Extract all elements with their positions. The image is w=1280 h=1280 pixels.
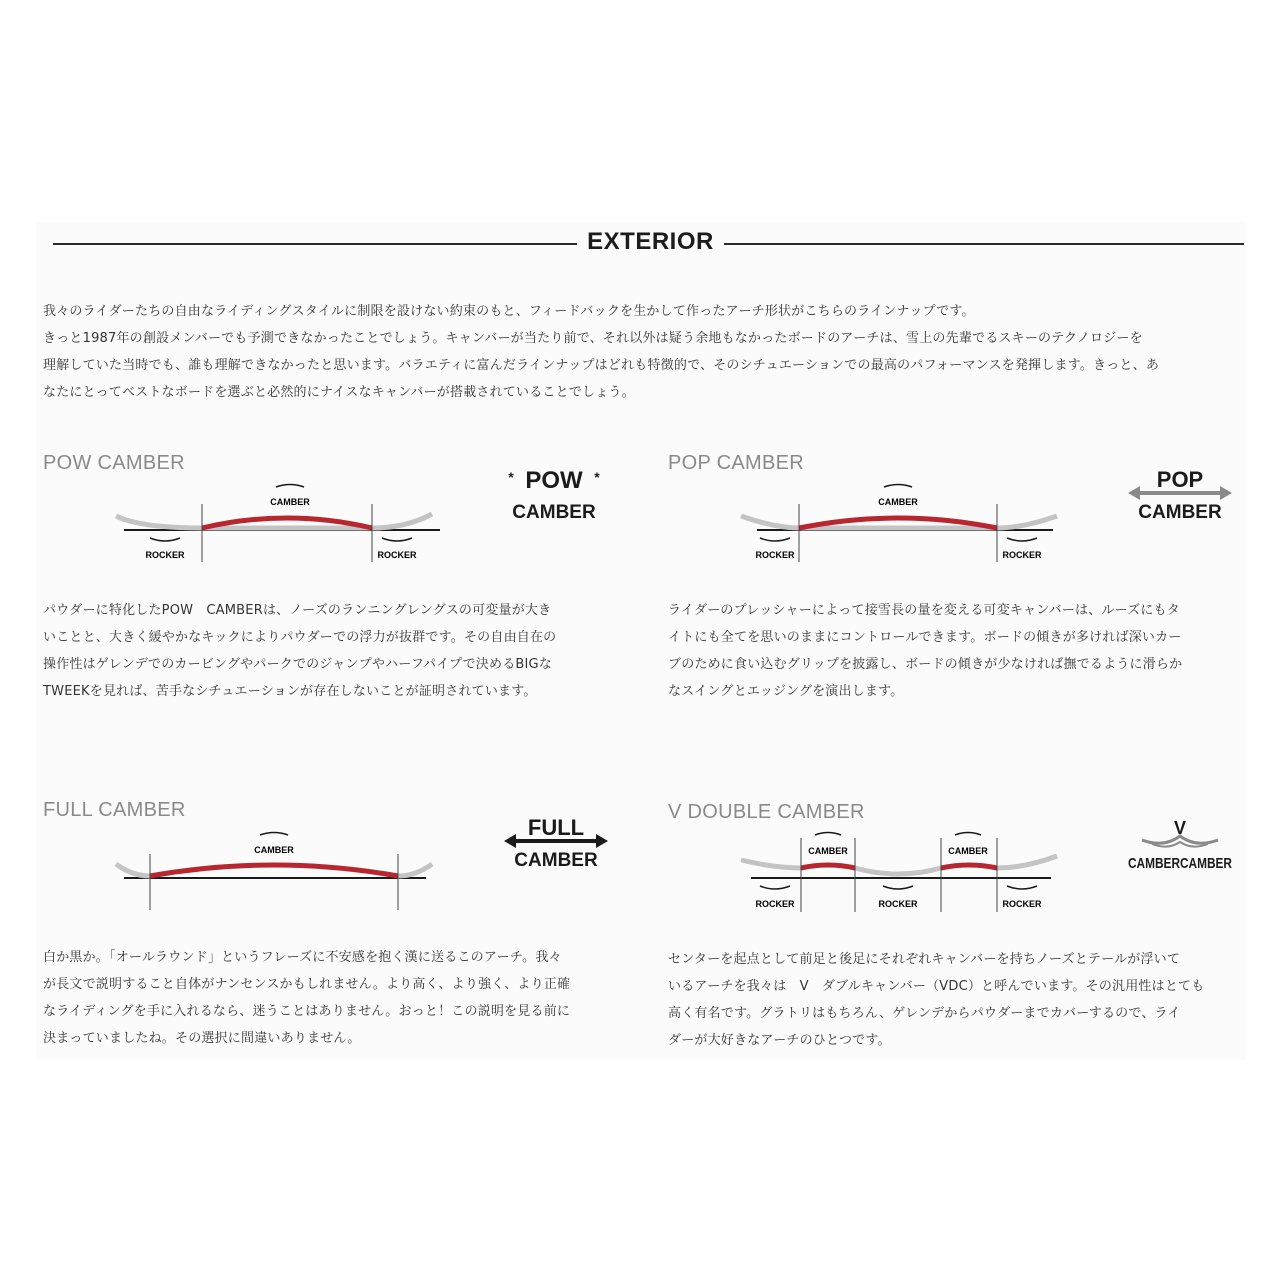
center-rocker-profile (855, 868, 941, 874)
camber-label: CAMBER (254, 845, 294, 855)
v-logo-bottom: CAMBERCAMBER (1128, 855, 1233, 872)
v-double-camber-logo (1124, 814, 1236, 876)
title-divider-left (53, 243, 577, 245)
full-camber-title: FULL CAMBER (43, 799, 186, 821)
nose-profile (116, 864, 150, 876)
camber-label-rear: CAMBER (948, 846, 988, 856)
title-divider-right (724, 243, 1244, 245)
nose-profile (741, 860, 801, 868)
pow-logo-top: POW (525, 467, 583, 494)
camber-label-front: CAMBER (808, 846, 848, 856)
rocker-arc-icon (1007, 538, 1037, 541)
pop-camber-diagram (735, 478, 1065, 566)
rocker-arc-icon (760, 538, 790, 541)
camber-arc-icon (815, 833, 841, 836)
pop-camber-description: ライダーのプレッシャーによって接雪長の量を変える可変キャンバーは、ルーズにもタ イトにも全てを思いのままにコントロールできます。ボードの傾きが多ければ深いカー ブのために食い込むグリップを披露し、ボードの傾きが少なければ撫でるように滑らか なスイングとエッジングを演出します。 (668, 603, 1183, 699)
snowflake-icon: * (508, 469, 514, 485)
rocker-label-tail: ROCKER (1002, 899, 1042, 909)
rocker-arc-icon (760, 886, 790, 889)
pow-camber-logo (498, 460, 610, 526)
full-logo-top: FULL (527, 815, 585, 840)
rocker-label-left: ROCKER (755, 550, 795, 560)
arrow-right-icon (596, 834, 608, 848)
rocker-arc-icon (382, 538, 412, 541)
arrow-left-icon (1128, 486, 1140, 500)
full-camber-description: 白か黒か。「オールラウンド」というフレーズに不安感を抱く漢に送るこのアーチ。我々 が長文で説明すること自体がナンセンスかもしれません。より高く、より強く、より正確 なライディングを手に入れるなら、迷うことはありません。おっと！この説明を見る前に 決まっていましたね。その選択に間違いありません。 (43, 950, 571, 1046)
pop-logo-top: POP (1156, 467, 1204, 492)
v-double-camber-description: センターを起点として前足と後足にそれぞれキャンバーを持ちノーズとテールが浮いて いるアーチを我々は V ダブルキャンバー（VDC）と呼んでいます。その汎用性はとても 高く有名です。グラトリはもちろん、ゲレンデからパウダーまでカバーするので、ライ ダーが大好きなアーチのひとつです。 (668, 952, 1205, 1048)
v-logo-top: V (1173, 818, 1187, 838)
rocker-label-nose: ROCKER (755, 899, 795, 909)
snowflake-icon: * (594, 469, 600, 485)
pop-camber-title: POP CAMBER (668, 452, 804, 474)
camber-arc-icon (955, 833, 981, 836)
full-camber-logo (500, 810, 612, 874)
pow-camber-title: POW CAMBER (43, 452, 185, 474)
rocker-label-left: ROCKER (145, 550, 185, 560)
pop-logo-bottom: CAMBER (1138, 502, 1222, 523)
camber-arch (150, 865, 398, 876)
full-logo-bottom: CAMBER (514, 850, 598, 871)
rocker-arc-icon (150, 538, 180, 541)
full-camber-diagram (110, 826, 440, 914)
camber-arc-icon (260, 833, 288, 836)
rocker-arc-icon (883, 886, 913, 889)
camber-arc-icon (276, 485, 304, 488)
tail-profile (997, 856, 1057, 868)
rocker-arc-icon (1007, 886, 1037, 889)
camber-arch-front (801, 865, 855, 868)
camber-label: CAMBER (878, 497, 918, 507)
camber-arch-rear (941, 865, 997, 868)
intro-paragraph: 我々のライダーたちの自由なライディングスタイルに制限を設けない約束のもと、フィードバックを生かして作ったアーチ形状がこちらのラインナップです。 きっと1987年の創設メンバーでも予測できなかったことでしょう。キャンバーが当たり前で、それ以外は疑う余地もなかったボードのアーチは、雪上の先輩でるスキーのテクノロジーを 理解していた当時でも、誰も理解できなかったと思います。バラエティに富んだラインナップはどれも特徴的で、そのシチュエーションでの最高のパフォーマンスを発揮します。きっと、あ なたにとってベストなボードを選ぶと必然的にナイスなキャンバーが搭載されていることでしょう。 (43, 304, 1160, 400)
pow-camber-diagram (110, 478, 440, 566)
arrow-left-icon (504, 834, 516, 848)
tail-profile (398, 864, 432, 876)
camber-arc-icon (884, 485, 912, 488)
pow-camber-description: パウダーに特化したPOW CAMBERは、ノーズのランニングレングスの可変量が大き いことと、大きく緩やかなキックによりパウダーでの浮力が抜群です。その自由自在の 操作性はゲレンデでのカービングやパークでのジャンプやハーフパイプで決めるBIGな TWEEKを見れば、苦手なシチュエーションが存在しないことが証明されています。 (43, 603, 557, 699)
v-double-camber-diagram (735, 826, 1065, 914)
camber-label: CAMBER (270, 497, 310, 507)
v-double-camber-title: V DOUBLE CAMBER (668, 801, 865, 823)
rocker-label-right: ROCKER (1002, 550, 1042, 560)
page-title: EXTERIOR (587, 228, 714, 255)
pow-logo-bottom: CAMBER (512, 502, 596, 523)
pop-camber-logo (1124, 462, 1236, 526)
rocker-label-center: ROCKER (878, 899, 918, 909)
rocker-label-right: ROCKER (377, 550, 417, 560)
arrow-right-icon (1220, 486, 1232, 500)
